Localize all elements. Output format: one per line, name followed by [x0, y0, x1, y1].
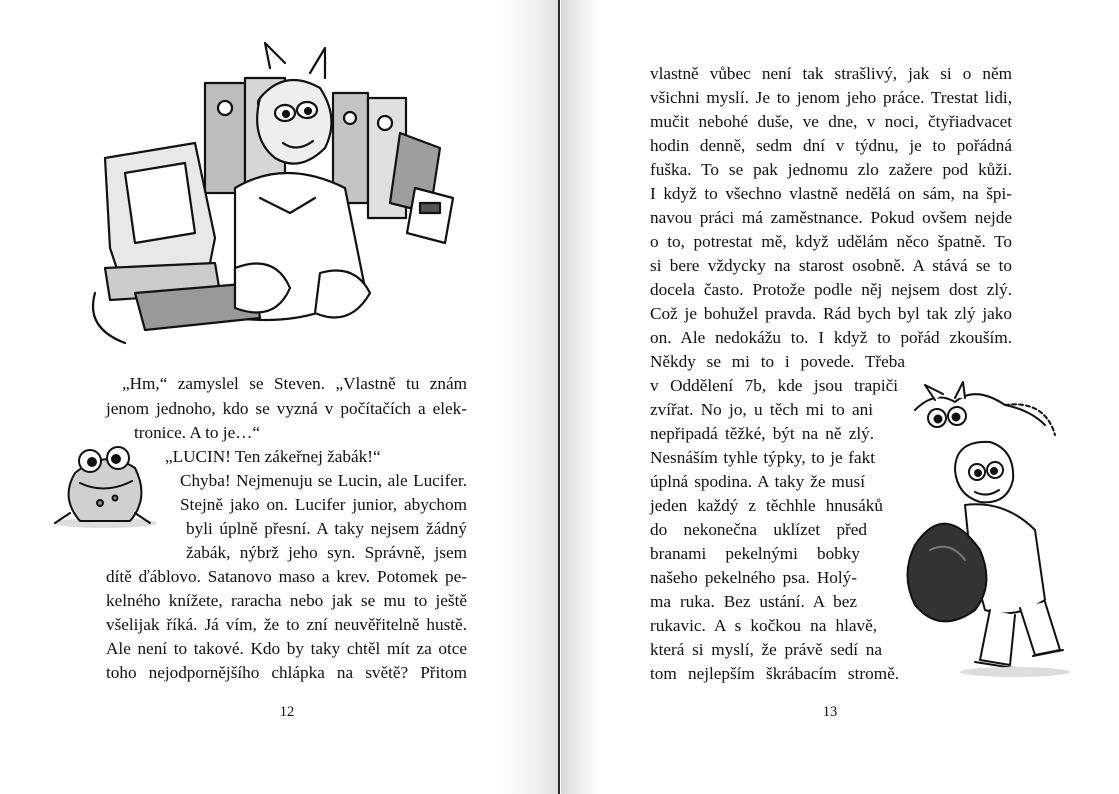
text-line: Nesnáším tyhle týpky, to je fakt	[650, 448, 875, 467]
text-line: tom nejlepším škrábacím stromě.	[650, 664, 899, 683]
text-line: jeden každý z těchhle hnusáků	[650, 496, 883, 515]
text-line: kelného knížete, raracha nebo jak se mu to ještě	[106, 591, 467, 610]
text-line: toho nejodpornějšího chlápka na světě? Přitom	[106, 663, 467, 682]
text-line: mučit nebohé duše, ve dne, v noci, čtyřiadvacet	[650, 112, 1012, 131]
text-line: rukavic. A s kočkou na hlavě,	[650, 616, 877, 635]
text-line: Což je bohužel pravda. Rád bych byl tak zlý jako	[650, 304, 1012, 323]
text-line: všelijak říká. Já vím, že to zní neuvěřitelně hustě.	[106, 615, 467, 634]
text-line: byli úplně přesní. A taky nejsem žádný	[186, 519, 467, 538]
text-line: která si myslí, že právě sedí na	[650, 640, 882, 659]
text-line: úplná spodina. A taky že musí	[650, 472, 865, 491]
text-line: ma ruka. Bez ustání. A bez	[650, 592, 857, 611]
text-line: zvířat. No jo, u těch mi to ani	[650, 400, 873, 419]
text-line: do nekonečna uklízet před	[650, 520, 867, 539]
text-line: o to, potrestat mě, když udělám něco špatně. To	[650, 232, 1012, 251]
book-spine	[558, 0, 560, 794]
text-line: Někdy se mi to i povede. Třeba	[650, 352, 905, 371]
text-line: žabák, nýbrž jeho syn. Správně, jsem	[186, 543, 467, 562]
page-number-left: 12	[279, 704, 295, 720]
text-line: hodin denně, sedm dní v týdnu, je to pořádná	[650, 136, 1012, 155]
text-line: našeho pekelného psa. Holý-	[650, 568, 857, 587]
text-line: on. Ale nedokážu to. I když to pořád zkouším.	[650, 328, 1012, 347]
text-line: si bere vždycky na starost osobně. A stává se to	[650, 256, 1012, 275]
page-number-right: 13	[822, 704, 838, 720]
text-line: „LUCIN! Ten zákeřnej žabák!“	[165, 447, 381, 466]
text-line: jenom jednoho, kdo se vyzná v počítačích a elek-	[106, 399, 467, 418]
text-line: tronice. A to je…“	[134, 423, 261, 442]
text-line: fuška. To se pak jednomu zlo zažere pod kůži.	[650, 160, 1012, 179]
right-gutter-shadow	[561, 0, 601, 794]
text-line: „Hm,“ zamyslel se Steven. „Vlastně tu znám	[122, 374, 467, 393]
text-line: Chyba! Nejmenuju se Lucin, ale Lucifer.	[180, 471, 467, 490]
text-line: všichni myslí. Je to jenom jeho práce. Trestat lidi,	[650, 88, 1012, 107]
text-line: docela často. Protože podle něj nejsem dost zlý.	[650, 280, 1012, 299]
text-line: navou práci má zaměstnance. Pokud ovšem nejde	[650, 208, 1012, 227]
text-line: Ale není to takové. Kdo by taky chtěl mít za otce	[106, 639, 467, 658]
text-line: I když to všechno vlastně nedělá on sám, na špi-	[650, 184, 1012, 203]
man-with-cat-and-poop-illustration	[895, 380, 1075, 680]
text-line: dítě ďáblovo. Satanovo maso a krev. Potomek pe-	[106, 567, 467, 586]
left-gutter-shadow	[498, 0, 560, 794]
text-line: branami pekelnými bobky	[650, 544, 860, 563]
toad-illustration	[50, 443, 165, 533]
devil-at-computer-illustration	[85, 38, 465, 358]
text-line: v Oddělení 7b, kde jsou trapiči	[650, 376, 898, 395]
text-line: vlastně vůbec není tak strašlivý, jak si o něm	[650, 64, 1012, 83]
text-line: nepřipadá těžké, být na ně zlý.	[650, 424, 874, 443]
text-line: Stejně jako on. Lucifer junior, abychom	[180, 495, 467, 514]
